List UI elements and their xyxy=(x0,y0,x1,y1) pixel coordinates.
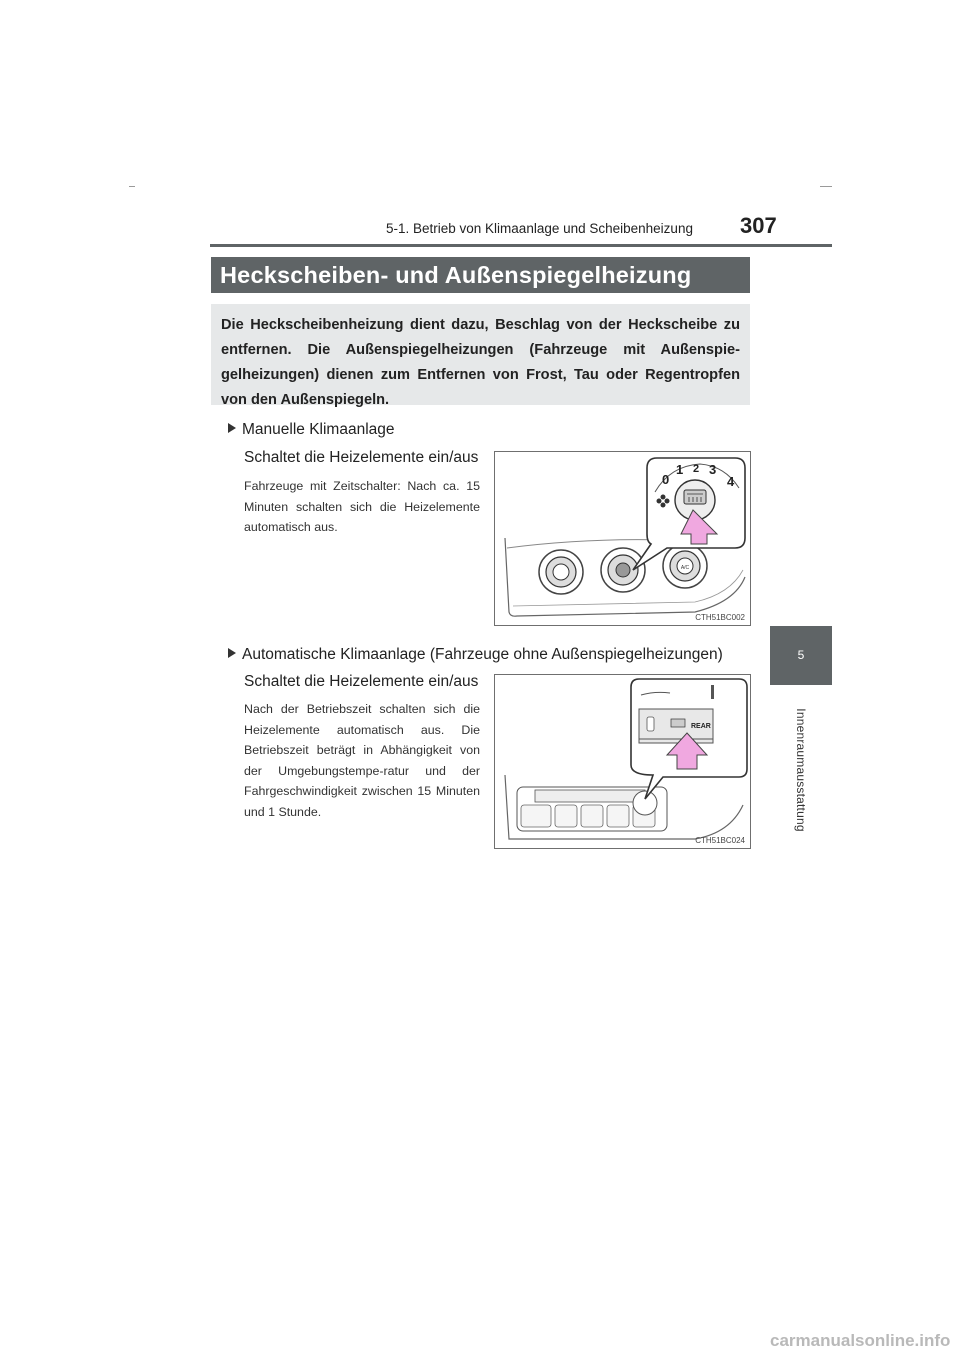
dial-label-0: 0 xyxy=(662,472,670,487)
auto-climate-illustration xyxy=(495,675,750,848)
figure-code-manual: CTH51BC002 xyxy=(695,613,745,622)
watermark: carmanualsonline.info xyxy=(770,1331,951,1350)
triangle-bullet-icon xyxy=(228,423,236,433)
dial-label-3: 3 xyxy=(709,462,717,477)
figure-code-auto: CTH51BC024 xyxy=(695,836,745,845)
crop-mark-left xyxy=(129,186,135,187)
chapter-header: 5-1. Betrieb von Klimaanlage und Scheibenheizung xyxy=(386,221,693,236)
figure-manual-climate xyxy=(494,451,751,626)
chapter-tab[interactable] xyxy=(770,626,832,685)
crop-mark-right xyxy=(820,186,832,187)
section-title: Heckscheiben- und Außenspiegelheizung xyxy=(211,257,750,293)
subheading-auto-text: Automatische Klimaanlage (Fahrzeuge ohne Außenspiegelheizungen) xyxy=(242,646,723,663)
figure-auto-climate xyxy=(494,674,751,849)
instruction-auto: Schaltet die Heizelemente ein/aus xyxy=(244,673,479,690)
header-divider xyxy=(210,244,832,247)
subheading-auto xyxy=(228,646,723,664)
instruction-manual: Schaltet die Heizelemente ein/aus xyxy=(244,449,479,466)
note-manual: Fahrzeuge mit Zeitschalter: Nach ca. 15 Minuten schalten sich die Heizelemente automatisch aus. xyxy=(244,479,480,534)
manual-climate-illustration xyxy=(495,452,750,625)
chapter-tab-label: Innenraumausstattung xyxy=(794,708,808,832)
subheading-manual xyxy=(228,421,395,439)
page-number: 307 xyxy=(740,213,777,238)
intro-text: Die Heckscheibenheizung dient dazu, Beschlag von der Heckscheibe zu entfernen. Die Außenspiegelheizungen (Fahrzeuge mit Außenspie-gelheizungen) dienen zum Entfernen von Frost, Tau oder Regentropfen von den Außenspiegeln. xyxy=(221,317,740,408)
triangle-bullet-icon xyxy=(228,648,236,658)
svg-text:A/C: A/C xyxy=(680,565,690,571)
subheading-manual-text: Manuelle Klimaanlage xyxy=(242,421,395,438)
chapter-tab-number: 5 xyxy=(797,648,805,662)
note-auto: Nach der Betriebszeit schalten sich die Heizelemente automatisch aus. Die Betriebszeit beträgt in Abhängigkeit von der Umgebungstempe-ratur und der Fahrgeschwindigkeit zwischen 15 Minuten und 1 Stunde. xyxy=(244,702,480,819)
dial-label-2: 2 xyxy=(693,463,700,475)
rear-button-label: REAR xyxy=(691,723,711,730)
intro-box xyxy=(211,304,750,408)
dial-label-4: 4 xyxy=(727,474,735,489)
dial-label-1: 1 xyxy=(676,462,684,477)
